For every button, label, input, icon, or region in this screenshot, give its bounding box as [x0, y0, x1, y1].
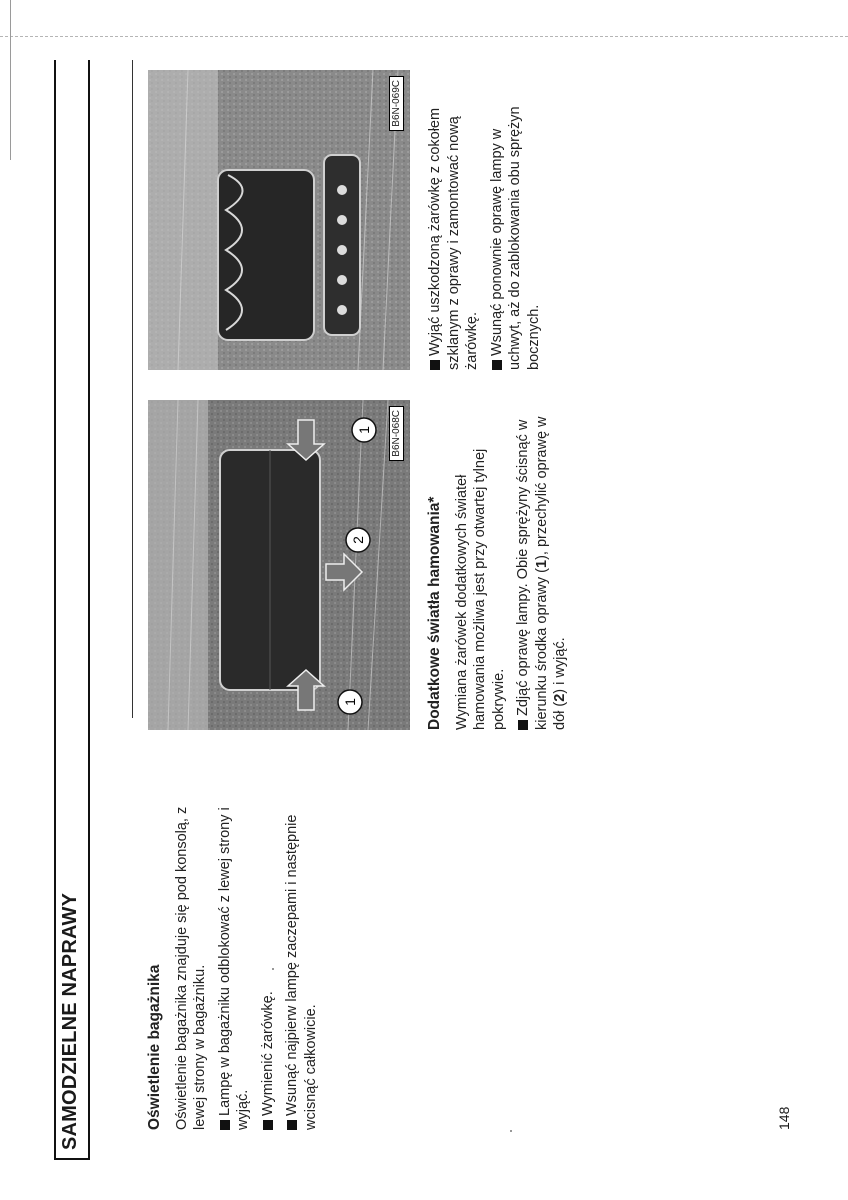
bullet-square-icon	[430, 360, 440, 370]
brake-light-illustration	[148, 400, 410, 730]
bullet-square-icon	[287, 1120, 297, 1130]
section-heading: Dodatkowe światła hamowania*	[426, 496, 443, 730]
step-item: Lampę w bagażniku odblokować z lewej strony i wyjąć.	[216, 807, 251, 1130]
page-number: 148	[776, 1106, 792, 1130]
bulb-holder-illustration	[148, 70, 410, 370]
section-bulb-replacement	[426, 80, 549, 370]
page-title: SAMODZIELNE NAPRAWY	[59, 892, 81, 1150]
paragraph: Wymiana żarówek dodatkowych świateł hamowania możliwa jest przy otwartej tylnej pokrywie.	[453, 448, 507, 730]
callout-number: 2	[350, 536, 366, 544]
scan-edge-line	[0, 36, 848, 37]
section-rule	[132, 60, 133, 718]
step-item: Zdjąć oprawę lampy. Obie sprężyny ścisnąć w kierunku środka oprawy (1), przechylić oprawę w dół (2) i wyjąć.	[515, 416, 568, 730]
figure-bulb-holder	[148, 70, 410, 370]
section-heading: Oświetlenie bagażnika	[146, 964, 163, 1130]
bullet-square-icon	[518, 720, 528, 730]
figure-code: B6N-068C	[389, 406, 404, 461]
rotated-manual-page	[40, 60, 810, 1160]
bullet-square-icon	[492, 360, 502, 370]
bullet-square-icon	[263, 1120, 273, 1130]
callout-number: 1	[342, 698, 358, 706]
step-item: Wsunąć najpierw lampę zaczepami i następnie wcisnąć całkowicie.	[284, 814, 319, 1130]
figure-code: B6N-069C	[389, 76, 404, 131]
paragraph: Oświetlenie bagażnika znajduje się pod konsolą, z lewej strony w bagażniku.	[173, 806, 208, 1130]
step-item: Wymienić żarówkę.	[259, 800, 278, 1130]
scan-edge-line	[10, 0, 11, 160]
section-additional-brake-lights	[426, 400, 576, 730]
bullet-square-icon	[220, 1120, 230, 1130]
section-trunk-light	[146, 800, 326, 1130]
header-box	[54, 60, 90, 1160]
step-item: Wsunąć ponownie oprawę lampy w uchwyt, aż do zablokowania obu sprężyn bocznych.	[488, 106, 542, 370]
figure-brake-light-removal	[148, 400, 410, 730]
callout-number: 1	[356, 426, 372, 434]
step-item: Wyjąć uszkodzoną żarówkę z cokołem szklanym z oprawy i zamontować nową żarówkę.	[427, 107, 480, 370]
